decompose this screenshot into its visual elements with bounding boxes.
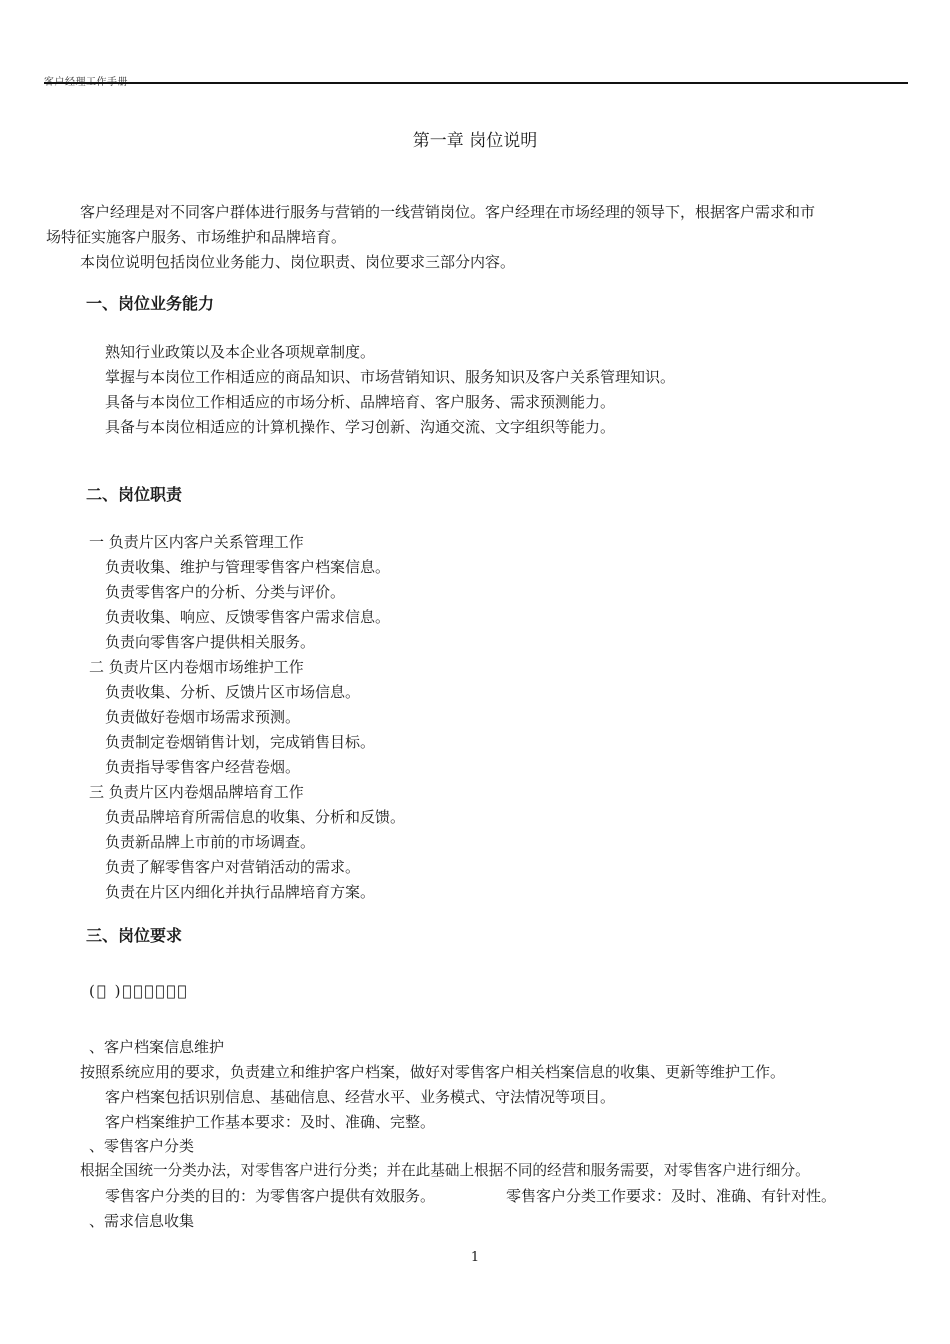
section-heading-3: 三、岗位要求 bbox=[86, 926, 183, 945]
header-rule bbox=[44, 82, 908, 84]
duty-item: 负责向零售客户提供相关服务。 bbox=[105, 633, 316, 651]
chapter-title: 第一章 岗位说明 bbox=[412, 131, 538, 151]
garbled-subheading: (  )       bbox=[89, 982, 189, 1000]
subsection1-line: 客户档案包括识别信息、基础信息、经营水平、业务模式、守法情况等项目。 bbox=[105, 1088, 616, 1106]
section1-item: 掌握与本岗位工作相适应的商品知识、市场营销知识、服务知识及客户关系管理知识。 bbox=[105, 368, 676, 386]
duty-item: 负责品牌培育所需信息的收集、分析和反馈。 bbox=[105, 808, 406, 826]
duty-item: 负责在片区内细化并执行品牌培育方案。 bbox=[105, 883, 376, 901]
duty-group-title-2: 二 负责片区内卷烟市场维护工作 bbox=[89, 658, 304, 676]
duty-item: 负责制定卷烟销售计划，完成销售目标。 bbox=[105, 733, 376, 751]
intro-paragraph-2: 本岗位说明包括岗位业务能力、岗位职责、岗位要求三部分内容。 bbox=[80, 253, 516, 271]
page-number: 1 bbox=[470, 1250, 480, 1265]
duty-item: 负责指导零售客户经营卷烟。 bbox=[105, 758, 301, 776]
section-heading-2: 二、岗位职责 bbox=[86, 485, 183, 504]
section1-item: 熟知行业政策以及本企业各项规章制度。 bbox=[105, 343, 376, 361]
duty-item: 负责新品牌上市前的市场调查。 bbox=[105, 833, 316, 851]
subsection-title-2: 、零售客户分类 bbox=[89, 1137, 195, 1155]
subsection2-line: 根据全国统一分类办法，对零售客户进行分类；并在此基础上根据不同的经营和服务需要，对零售客户进行细分。 bbox=[80, 1162, 810, 1179]
subsection-title-1: 、客户档案信息维护 bbox=[89, 1038, 225, 1056]
subsection-title-3: 、需求信息收集 bbox=[89, 1212, 195, 1230]
duty-item: 负责收集、维护与管理零售客户档案信息。 bbox=[105, 558, 391, 576]
duty-item: 负责了解零售客户对营销活动的需求。 bbox=[105, 858, 361, 876]
section-heading-1: 一、岗位业务能力 bbox=[86, 294, 215, 313]
duty-item: 负责收集、响应、反馈零售客户需求信息。 bbox=[105, 608, 391, 626]
subsection1-line: 按照系统应用的要求，负责建立和维护客户档案，做好对零售客户相关档案信息的收集、更新等维护工作。 bbox=[80, 1063, 786, 1081]
section1-item: 具备与本岗位相适应的计算机操作、学习创新、沟通交流、文字组织等能力。 bbox=[105, 418, 616, 436]
duty-item: 负责零售客户的分析、分类与评价。 bbox=[105, 583, 346, 601]
subsection2-line: 零售客户分类工作要求：及时、准确、有针对性。 bbox=[506, 1187, 837, 1205]
subsection2-line: 零售客户分类的目的：为零售客户提供有效服务。 bbox=[105, 1187, 436, 1205]
section1-item: 具备与本岗位工作相适应的市场分析、品牌培育、客户服务、需求预测能力。 bbox=[105, 393, 616, 411]
intro-paragraph-line-2: 场特征实施客户服务、市场维护和品牌培育。 bbox=[46, 228, 347, 246]
duty-item: 负责做好卷烟市场需求预测。 bbox=[105, 708, 301, 726]
duty-group-title-3: 三 负责片区内卷烟品牌培育工作 bbox=[89, 783, 304, 801]
running-header: 客户经理工作手册 bbox=[44, 77, 128, 88]
subsection1-line: 客户档案维护工作基本要求：及时、准确、完整。 bbox=[105, 1113, 436, 1131]
duty-item: 负责收集、分析、反馈片区市场信息。 bbox=[105, 683, 361, 701]
duty-group-title-1: 一 负责片区内客户关系管理工作 bbox=[89, 533, 304, 551]
intro-paragraph-line-1: 客户经理是对不同客户群体进行服务与营销的一线营销岗位。客户经理在市场经理的领导下，根据客户需求和市 bbox=[80, 203, 816, 221]
